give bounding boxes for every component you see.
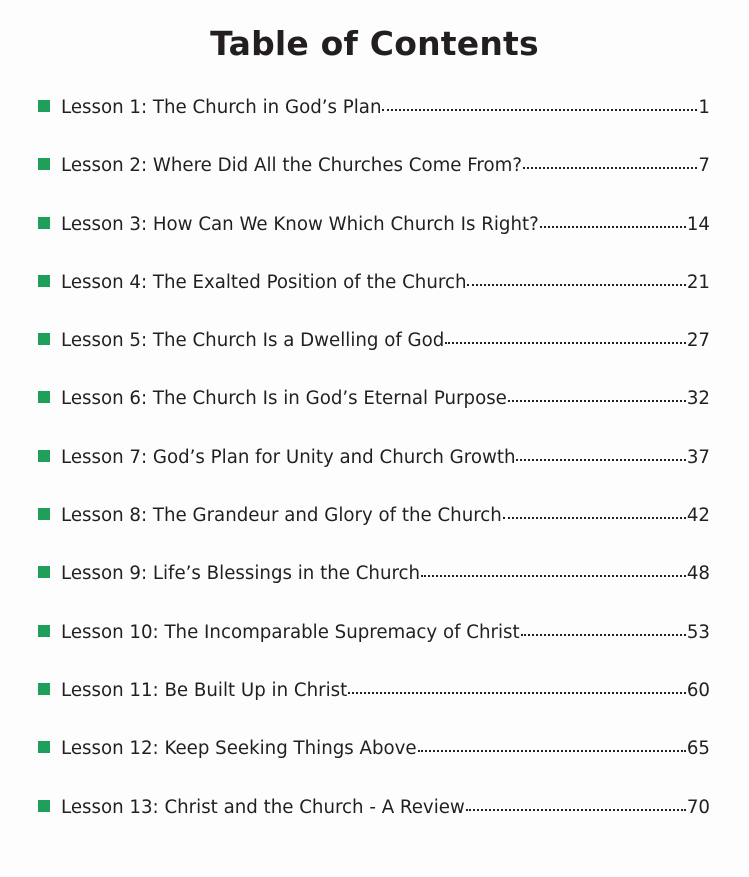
toc-entry[interactable] bbox=[38, 622, 710, 680]
toc-entry[interactable] bbox=[38, 272, 710, 330]
page-title: Table of Contents bbox=[210, 24, 539, 63]
lesson-title: Lesson 1: The Church in God’s Plan bbox=[61, 97, 382, 118]
square-bullet-icon bbox=[38, 391, 50, 403]
lesson-title: Lesson 7: God’s Plan for Unity and Church Growth bbox=[61, 446, 516, 468]
lesson-title: Lesson 5: The Church Is a Dwelling of God bbox=[61, 330, 445, 352]
dot-leader bbox=[421, 574, 686, 577]
dot-leader bbox=[466, 808, 686, 811]
square-bullet-icon bbox=[38, 741, 50, 753]
square-bullet-icon bbox=[38, 333, 50, 345]
dot-leader bbox=[382, 108, 697, 111]
dot-leader bbox=[418, 749, 686, 752]
lesson-title: Lesson 4: The Exalted Position of the Church bbox=[61, 271, 467, 293]
toc-entry[interactable] bbox=[38, 563, 710, 621]
toc-entry[interactable] bbox=[38, 97, 710, 155]
lesson-title: Lesson 13: Christ and the Church - A Review bbox=[61, 796, 465, 818]
lesson-title: Lesson 12: Keep Seeking Things Above bbox=[61, 738, 417, 760]
page-number: 32 bbox=[686, 388, 710, 410]
dot-leader bbox=[503, 516, 686, 519]
page-number: 1 bbox=[698, 97, 710, 118]
square-bullet-icon bbox=[38, 800, 50, 812]
dot-leader bbox=[516, 458, 685, 461]
toc-entry[interactable] bbox=[38, 388, 710, 446]
toc-entry[interactable] bbox=[38, 505, 710, 563]
toc-entry[interactable] bbox=[38, 447, 710, 505]
lesson-title: Lesson 3: How Can We Know Which Church Is Right? bbox=[61, 213, 539, 235]
lesson-title: Lesson 2: Where Did All the Churches Come From? bbox=[61, 155, 522, 177]
page-number: 65 bbox=[686, 738, 710, 760]
page-number: 7 bbox=[698, 155, 710, 177]
toc-entry[interactable] bbox=[38, 680, 710, 738]
square-bullet-icon bbox=[38, 508, 50, 520]
page-number: 37 bbox=[686, 446, 710, 468]
toc-entry[interactable] bbox=[38, 738, 710, 796]
page-number: 70 bbox=[686, 796, 710, 818]
square-bullet-icon bbox=[38, 566, 50, 578]
page-number: 60 bbox=[686, 679, 710, 701]
page-number: 48 bbox=[686, 563, 710, 585]
lesson-title: Lesson 11: Be Built Up in Christ bbox=[61, 679, 348, 701]
square-bullet-icon bbox=[38, 275, 50, 287]
dot-leader bbox=[540, 225, 686, 228]
dot-leader bbox=[348, 691, 686, 694]
square-bullet-icon bbox=[38, 683, 50, 695]
toc-entry[interactable] bbox=[38, 797, 710, 855]
lesson-title: Lesson 9: Life’s Blessings in the Church bbox=[61, 563, 421, 585]
dot-leader bbox=[521, 633, 686, 636]
toc-entry[interactable] bbox=[38, 330, 710, 388]
page-number: 53 bbox=[686, 621, 710, 643]
square-bullet-icon bbox=[38, 100, 50, 112]
lesson-title: Lesson 6: The Church Is in God’s Eternal Purpose bbox=[61, 388, 507, 410]
square-bullet-icon bbox=[38, 450, 50, 462]
dot-leader bbox=[467, 283, 685, 286]
square-bullet-icon bbox=[38, 625, 50, 637]
toc-entry[interactable] bbox=[38, 155, 710, 213]
table-of-contents bbox=[38, 97, 710, 855]
page-number: 27 bbox=[686, 330, 710, 352]
page-number: 42 bbox=[686, 505, 710, 527]
lesson-title: Lesson 10: The Incomparable Supremacy of Christ bbox=[61, 621, 520, 643]
dot-leader bbox=[523, 166, 697, 169]
toc-entry[interactable] bbox=[38, 214, 710, 272]
page-number: 14 bbox=[686, 213, 710, 235]
square-bullet-icon bbox=[38, 158, 50, 170]
dot-leader bbox=[508, 399, 686, 402]
page-number: 21 bbox=[686, 271, 710, 293]
dot-leader bbox=[445, 341, 686, 344]
lesson-title: Lesson 8: The Grandeur and Glory of the Church bbox=[61, 505, 502, 527]
square-bullet-icon bbox=[38, 217, 50, 229]
